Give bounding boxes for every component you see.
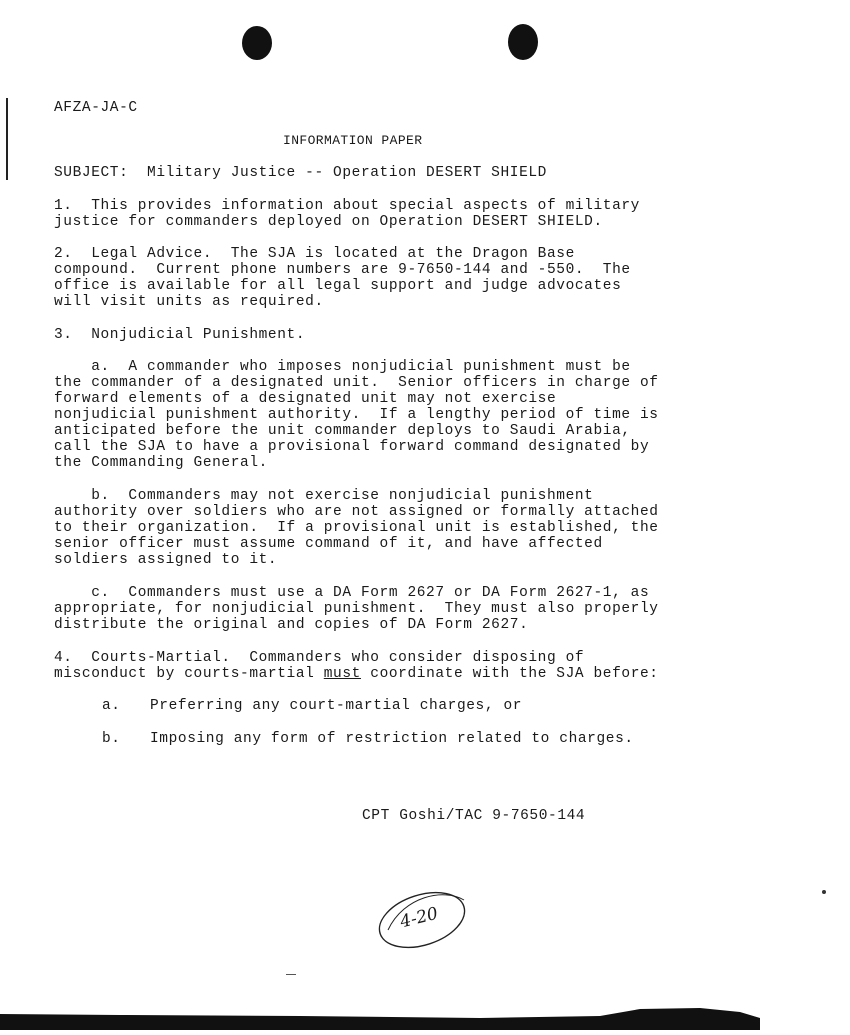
para3c-line: c. Commanders must use a DA Form 2627 or DA Form 2627-1, as	[54, 585, 650, 601]
para3b-line: b. Commanders may not exercise nonjudicial punishment	[54, 488, 594, 504]
para4a-letter: a.	[102, 698, 121, 714]
para3a-line: a. A commander who imposes nonjudicial punishment must be	[54, 359, 631, 375]
handwritten-page-number	[374, 886, 470, 954]
para3a-line: call the SJA to have a provisional forward command designated by	[54, 439, 650, 455]
para4b-letter: b.	[102, 731, 121, 747]
punch-hole-right	[508, 24, 538, 60]
para4b-text: Imposing any form of restriction related to charges.	[150, 731, 634, 747]
para3b-line: soldiers assigned to it.	[54, 552, 278, 568]
para1-line: justice for commanders deployed on Operation DESERT SHIELD.	[54, 214, 603, 230]
para3b-line: authority over soldiers who are not assigned or formally attached	[54, 504, 659, 520]
para1-line: 1. This provides information about special aspects of military	[54, 198, 640, 214]
para3b-line: senior officer must assume command of it, and have affected	[54, 536, 603, 552]
para4-text: coordinate with the SJA before:	[360, 666, 659, 682]
margin-line	[6, 98, 8, 180]
para3a-line: the Commanding General.	[54, 455, 268, 471]
point-of-contact: CPT Goshi/TAC 9-7650-144	[362, 808, 586, 824]
para2-line: will visit units as required.	[54, 294, 324, 310]
document-title: INFORMATION PAPER	[283, 133, 423, 148]
para4-text: misconduct by courts-martial	[54, 666, 324, 682]
para3a-line: nonjudicial punishment authority. If a lengthy period of time is	[54, 407, 659, 423]
handwritten-page-text: 4-20	[398, 903, 441, 933]
para3a-line: the commander of a designated unit. Senior officers in charge of	[54, 375, 659, 391]
office-symbol: AFZA-JA-C	[54, 100, 138, 116]
subject-line: SUBJECT: Military Justice -- Operation DESERT SHIELD	[54, 165, 547, 181]
para4a-text: Preferring any court-martial charges, or	[150, 698, 523, 714]
para3c-line: appropriate, for nonjudicial punishment. They must also properly	[54, 601, 659, 617]
para2-line: office is available for all legal support and judge advocates	[54, 278, 622, 294]
para3a-line: forward elements of a designated unit may not exercise	[54, 391, 557, 407]
para3-heading: 3. Nonjudicial Punishment.	[54, 327, 306, 343]
scan-bottom-edge	[0, 1006, 760, 1030]
para3a-line: anticipated before the unit commander deploys to Saudi Arabia,	[54, 423, 631, 439]
emphasis-must: must	[323, 666, 361, 682]
scan-speck	[286, 974, 296, 975]
para2-line: 2. Legal Advice. The SJA is located at the Dragon Base	[54, 246, 575, 262]
para3b-line: to their organization. If a provisional unit is established, the	[54, 520, 659, 536]
scan-speck	[822, 890, 826, 894]
para2-line: compound. Current phone numbers are 9-7650-144 and -550. The	[54, 262, 631, 278]
para4-line: 4. Courts-Martial. Commanders who consider disposing of	[54, 650, 585, 666]
para4-line	[54, 666, 659, 682]
para3c-line: distribute the original and copies of DA Form 2627.	[54, 617, 529, 633]
punch-hole-left	[242, 26, 272, 60]
